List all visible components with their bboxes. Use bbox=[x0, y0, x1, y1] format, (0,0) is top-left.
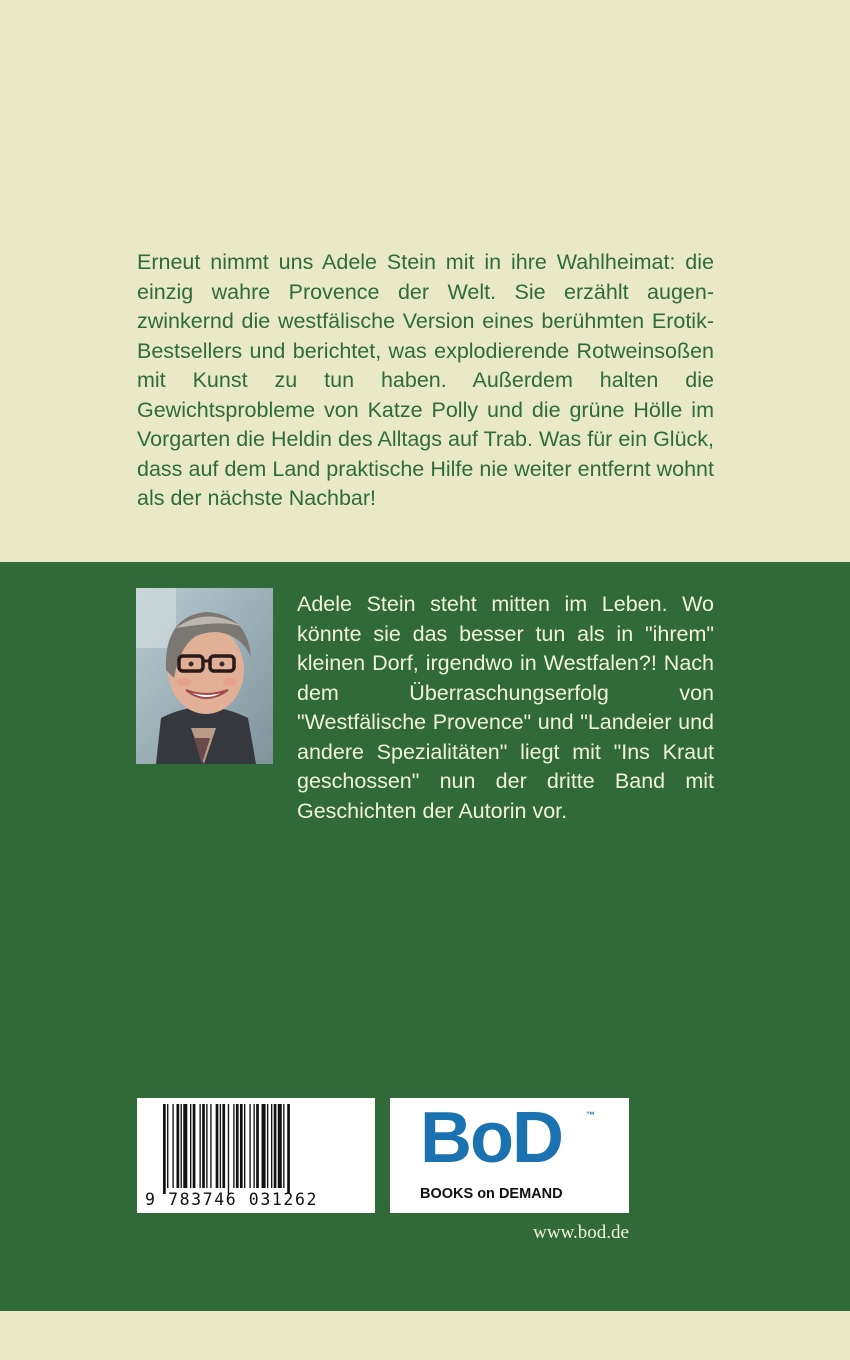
upper-cream-panel bbox=[0, 0, 850, 562]
barcode-bar bbox=[220, 1104, 221, 1188]
barcode-bars bbox=[137, 1098, 375, 1194]
barcode-bar bbox=[181, 1104, 182, 1188]
barcode-bar bbox=[233, 1104, 234, 1188]
barcode-bar bbox=[262, 1104, 266, 1188]
bottom-cream-band bbox=[0, 1311, 850, 1360]
barcode-bar bbox=[163, 1104, 166, 1194]
barcode-bar bbox=[199, 1104, 200, 1188]
author-photo bbox=[136, 588, 273, 764]
barcode-bar bbox=[253, 1104, 254, 1188]
barcode-bar bbox=[222, 1104, 225, 1188]
bod-logo-mark: BoD bbox=[420, 1098, 562, 1178]
barcode-bar bbox=[249, 1104, 250, 1188]
publisher-tagline: BOOKS on DEMAND bbox=[420, 1186, 563, 1202]
barcode-bar bbox=[256, 1104, 259, 1188]
barcode-bar bbox=[177, 1104, 180, 1188]
book-blurb: Erneut nimmt uns Adele Stein mit in ihre Wahlheimat: die einzig wahre Provence der Welt. Sie erzählt augen-zwinkernd die westfälische Version eines berühmten Erotik-Bestsellers und berichtet, was explodierende Rotweinsoßen mit Kunst zu tun haben. Außerdem halten die Gewichtsprobleme von Katze Polly und die grüne Hölle im Vorgarten die Heldin des Alltags auf Trab. Was für ein Glück, dass auf dem Land praktische Hilfe nie weiter entfernt wohnt als der nächste Nachbar! bbox=[137, 250, 714, 510]
barcode-bar bbox=[240, 1104, 243, 1188]
barcode-bar bbox=[236, 1104, 239, 1188]
barcode-bar bbox=[172, 1104, 173, 1188]
barcode-bar bbox=[193, 1104, 196, 1188]
barcode-bar bbox=[244, 1104, 245, 1188]
barcode-bar bbox=[283, 1104, 284, 1188]
barcode-bar bbox=[202, 1104, 205, 1188]
barcode-bar bbox=[287, 1104, 290, 1194]
author-portrait-illustration bbox=[136, 588, 273, 764]
barcode-bar bbox=[267, 1104, 268, 1188]
trademark-symbol: ™ bbox=[586, 1110, 595, 1120]
barcode-bar bbox=[210, 1104, 211, 1188]
barcode-bar bbox=[228, 1104, 229, 1194]
barcode-bar bbox=[167, 1104, 168, 1188]
barcode-bar bbox=[190, 1104, 191, 1188]
barcode-bar bbox=[278, 1104, 282, 1188]
barcode-digits: 9 783746 031262 bbox=[145, 1190, 319, 1209]
barcode-bar bbox=[183, 1104, 187, 1188]
isbn-barcode bbox=[137, 1098, 375, 1213]
barcode-bar bbox=[274, 1104, 277, 1188]
publisher-logo bbox=[390, 1098, 629, 1213]
barcode-bar bbox=[206, 1104, 207, 1188]
publisher-url[interactable]: www.bod.de bbox=[533, 1222, 629, 1243]
barcode-bar bbox=[271, 1104, 272, 1188]
barcode-bar bbox=[216, 1104, 219, 1188]
author-bio: Adele Stein steht mitten im Leben. Wo könnte sie das besser tun als in "ihrem" kleinen Dorf, irgendwo in Westfalen?! Nach dem Überraschungserfolg von "Westfälische Provence" und "Landeier und andere Spezialitäten" liegt mit "Ins Kraut geschossen" nun der dritte Band mit Geschichten der Autorin vor. bbox=[297, 592, 714, 823]
